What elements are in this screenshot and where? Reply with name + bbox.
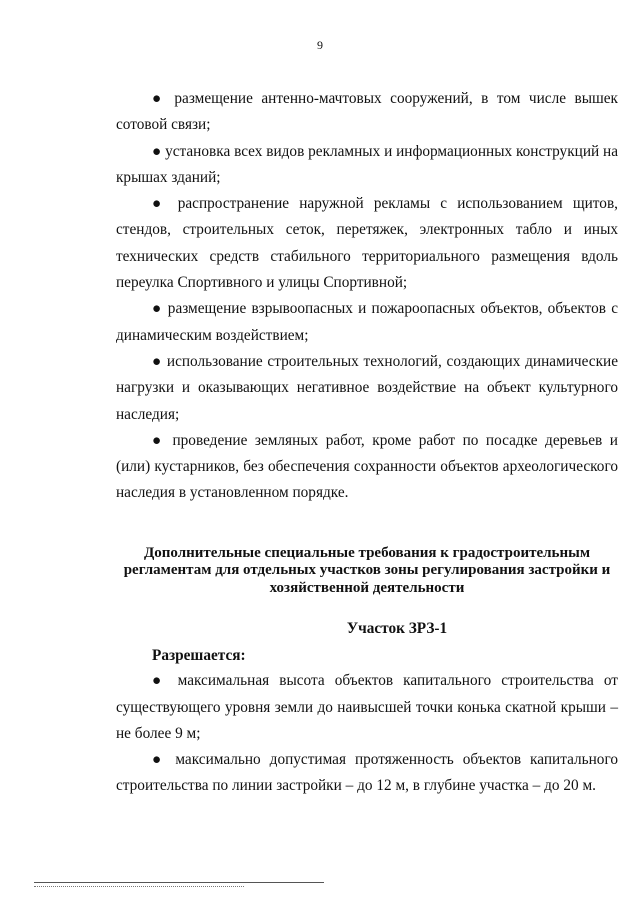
list-item-max-length: ● максимально допустимая протяженность объектов капитального строительства по линии застройки – до 12 м, в глубине участка – до 20 м. <box>116 751 618 795</box>
list-item-antenna: ● размещение антенно-мачтовых сооружений, в том числе вышек сотовой связи; <box>116 90 618 134</box>
list-item-construction-technologies: ● использование строительных технологий, создающих динамические нагрузки и оказывающих негативное воздействие на объект культурного наследия; <box>116 352 618 423</box>
page-content <box>116 86 618 800</box>
subsection-title: Участок ЗРЗ-1 <box>346 620 448 638</box>
list-item-outdoor-advertising: ● распространение наружной рекламы с использованием щитов, стендов, строительных сеток, перетяжек, электронных табло и иных технических средств стабильного территориального размещения вдоль переулка Спортивного и улицы Спортивной; <box>116 195 618 292</box>
section-heading: Дополнительные специальные требования к градостроительным регламентам для отдельных участков зоны регулирования застройки и хозяйственной деятельности <box>123 544 611 596</box>
list-item-explosive-objects: ● размещение взрывоопасных и пожароопасных объектов, объектов с динамическим воздействием; <box>116 300 618 344</box>
footer-divider-dotted <box>34 886 244 887</box>
footer-divider <box>34 882 324 883</box>
list-item-max-height: ● максимальная высота объектов капитального строительства от существующего уровня земли до наивысшей точки конька скатной крыши – не более 9 м; <box>116 672 618 742</box>
allowed-label: Разрешается: <box>152 647 246 665</box>
list-item-advertising-roofs: ● установка всех видов рекламных и информационных конструкций на крышах зданий; <box>116 142 618 186</box>
list-item-earthworks: ● проведение земляных работ, кроме работ по посадке деревьев и (или) кустарников, без обеспечения сохранности объектов археологического наследия в установленном порядке. <box>116 431 618 502</box>
page-number: 9 <box>317 38 323 52</box>
